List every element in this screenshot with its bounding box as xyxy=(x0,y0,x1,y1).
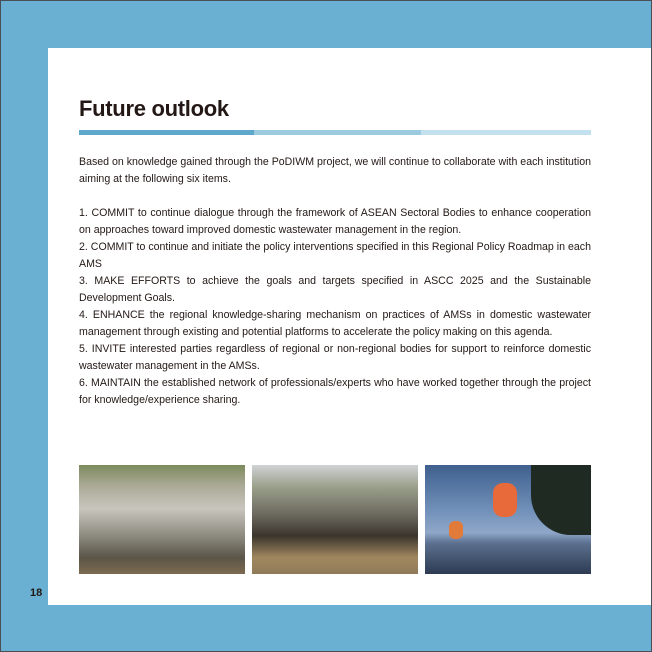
photo-septic-tank xyxy=(79,465,245,574)
page-title: Future outlook xyxy=(79,96,229,121)
list-item: 1. COMMIT to continue dialogue through the framework of ASEAN Sectoral Bodies to enhance cooperation on approaches toward improved domestic wastewater management in the region. xyxy=(79,207,591,236)
list-item: 4. ENHANCE the regional knowledge-sharing mechanism on practices of AMSs in domestic wastewater management through existing and potential platforms to accelerate the policy making on this agenda. xyxy=(79,309,591,338)
list-item: 5. INVITE interested parties regardless of regional or non-regional bodies for support to reinforce domestic wastewater management in the AMSs. xyxy=(79,343,591,372)
document-page xyxy=(30,48,651,605)
photo-septic-tank-opened xyxy=(252,465,418,574)
body-text xyxy=(79,154,591,409)
intro-paragraph: Based on knowledge gained through the PoDIWM project, we will continue to collaborate with each institution aiming at the following six items. xyxy=(79,156,591,185)
photo-lanterns-riverside xyxy=(425,465,591,574)
photo-row xyxy=(79,465,591,574)
divider-segment xyxy=(421,130,591,135)
page-number: 18 xyxy=(30,587,43,599)
list-item: 6. MAINTAIN the established network of professionals/experts who have worked together through the project for knowledge/experience sharing. xyxy=(79,377,591,406)
divider-segment xyxy=(79,130,254,135)
title-divider xyxy=(79,130,591,135)
divider-segment xyxy=(254,130,421,135)
list-item: 2. COMMIT to continue and initiate the policy interventions specified in this Regional Policy Roadmap in each AMS xyxy=(79,241,591,270)
tree-silhouette xyxy=(531,465,591,535)
lantern-icon xyxy=(493,483,517,517)
lantern-icon xyxy=(449,521,463,539)
list-item: 3. MAKE EFFORTS to achieve the goals and targets specified in ASCC 2025 and the Sustainable Development Goals. xyxy=(79,275,591,304)
